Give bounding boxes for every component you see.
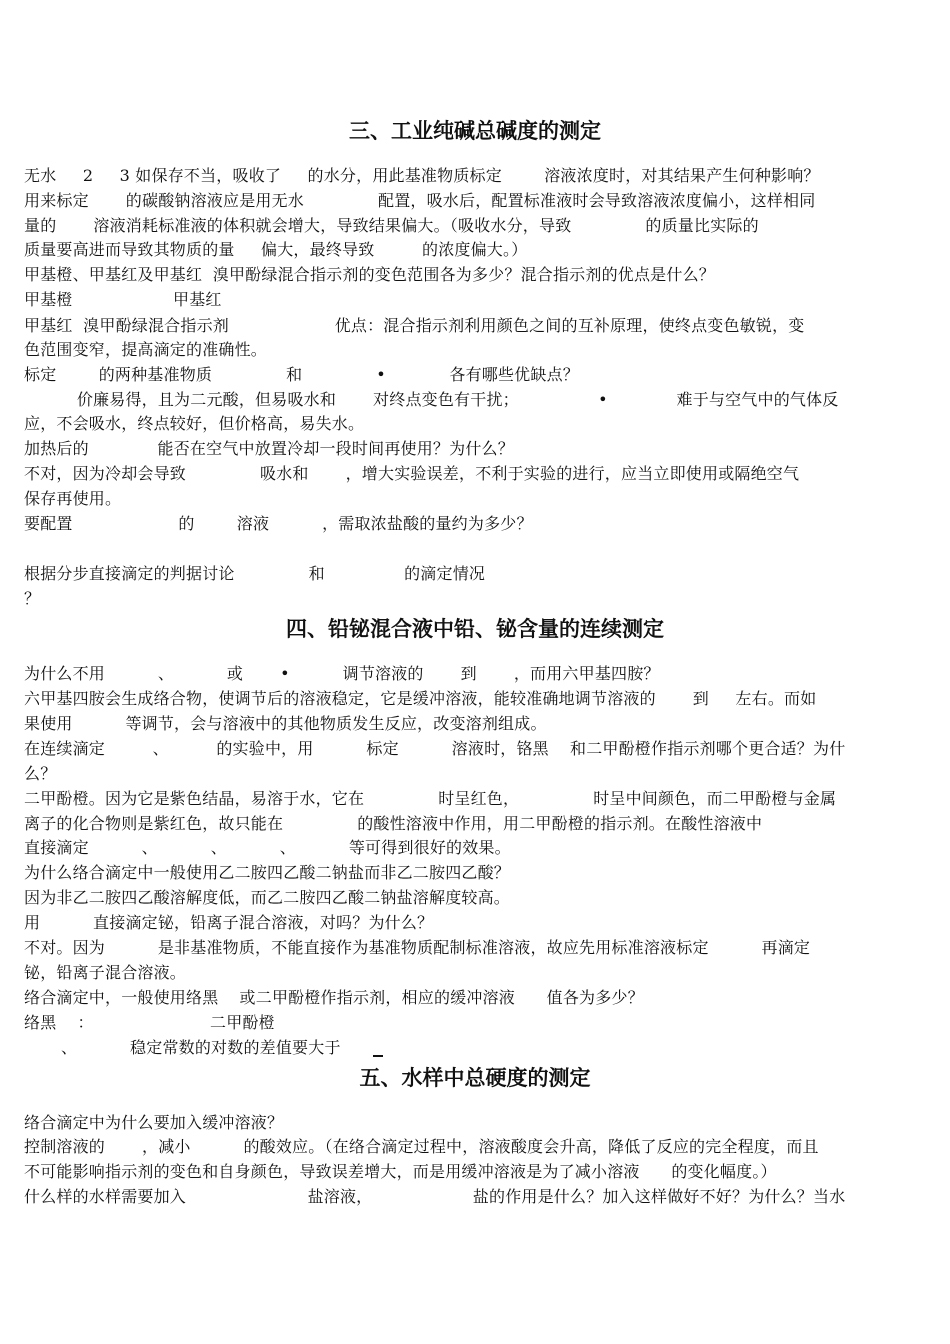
text-line: 标定 的两种基准物质 和 • 各有哪些优缺点？ bbox=[24, 365, 579, 384]
text-line: 络黑 ： 二甲酚橙 bbox=[24, 1013, 275, 1032]
text-line: 六甲基四胺会生成络合物，使调节后的溶液稳定，它是缓冲溶液，能较准确地调节溶液的 到 左右。而如 bbox=[24, 689, 817, 708]
text-line: 质量要高进而导致其物质的量 偏大，最终导致 的浓度偏大。） bbox=[24, 240, 528, 259]
section-title-4: 四、铅铋混合液中铅、铋含量的连续测定 bbox=[286, 617, 664, 641]
text-line: 要配置 的 溶液 ，需取浓盐酸的量约为多少？ bbox=[24, 514, 533, 533]
text-line: 价廉易得，且为二元酸，但易吸水和 对终点变色有干扰； • 难于与空气中的气体反 bbox=[24, 390, 839, 409]
text-line: 色范围变窄，提高滴定的准确性。 bbox=[24, 340, 268, 359]
text-line: 加热后的 能否在空气中放置冷却一段时间再使用？为什么？ bbox=[24, 439, 514, 458]
text-line: 为什么络合滴定中一般使用乙二胺四乙酸二钠盐而非乙二胺四乙酸？ bbox=[24, 863, 511, 882]
text-line: 络合滴定中，一般使用络黑 或二甲酚橙作指示剂，相应的缓冲溶液 值各为多少？ bbox=[24, 988, 644, 1007]
text-line: 为什么不用 、 或 • 调节溶液的 到 ，而用六甲基四胺？ bbox=[24, 664, 660, 683]
text-line: 保存再使用。 bbox=[24, 489, 122, 508]
text-line bbox=[24, 536, 930, 561]
text-line: 控制溶液的 ，减小 的酸效应。（在络合滴定过程中，溶液酸度会升高，降低了反应的完全程度，而且 bbox=[24, 1137, 819, 1156]
text-line: 应，不会吸水，终点较好，但价格高，易失水。 bbox=[24, 414, 365, 433]
text-line: 甲基橙 甲基红 bbox=[24, 290, 222, 309]
text-line: 根据分步直接滴定的判据讨论 和 的滴定情况 bbox=[24, 564, 486, 583]
text-line: 铋，铅离子混合溶液。 bbox=[24, 963, 187, 982]
section-title-5: 五、水样中总硬度的测定 bbox=[359, 1066, 591, 1090]
text-line: 直接滴定 、 、 、 等可得到很好的效果。 bbox=[24, 838, 511, 857]
text-line: 离子的化合物则是紫红色，故只能在 的酸性溶液中作用，用二甲酚橙的指示剂。在酸性溶液中 bbox=[24, 814, 763, 833]
text-line: 在连续滴定 、 的实验中，用 标定 溶液时，铬黑 和二甲酚橙作指示剂哪个更合适？为什 bbox=[24, 739, 846, 758]
text-line: ？ bbox=[24, 589, 41, 608]
text-line: 果使用 等调节，会与溶液中的其他物质发生反应，改变溶剂组成。 bbox=[24, 714, 547, 733]
text-line: 无水 2 3 如保存不当，吸收了 的水分，用此基准物质标定 溶液浓度时，对其结果产生何种影响？ bbox=[24, 166, 820, 185]
text-line: 络合滴定中为什么要加入缓冲溶液？ bbox=[24, 1113, 284, 1132]
text-line: 不对。因为 是非基准物质，不能直接作为基准物质配制标准溶液，故应先用标准溶液标定 再滴定 bbox=[24, 938, 811, 957]
text-line: 么？ bbox=[24, 764, 57, 783]
text-line: 甲基红 溴甲酚绿混合指示剂 优点：混合指示剂利用颜色之间的互补原理，使终点变色敏锐，变 bbox=[24, 316, 805, 335]
text-line: 量的 溶液消耗标准液的体积就会增大，导致结果偏大。（吸收水分，导致 的质量比实际的 bbox=[24, 216, 759, 235]
section-title-3: 三、工业纯碱总碱度的测定 bbox=[349, 119, 601, 143]
text-line: 不对，因为冷却会导致 吸水和 ，增大实验误差，不利于实验的进行，应当立即使用或隔绝空气 bbox=[24, 464, 800, 483]
text-line: 用 直接滴定铋，铅离子混合溶液，对吗？为什么？ bbox=[24, 913, 434, 932]
text-line: 不可能影响指示剂的变色和自身颜色，导致误差增大，而是用缓冲溶液是为了减小溶液 的变化幅度。） bbox=[24, 1162, 777, 1181]
text-line: 什么样的水样需要加入 盐溶液， 盐的作用是什么？加入这样做好不好？为什么？当水 bbox=[24, 1187, 846, 1206]
text-line: 因为非乙二胺四乙酸溶解度低，而乙二胺四乙酸二钠盐溶解度较高。 bbox=[24, 888, 511, 907]
text-line: 、 稳定常数的对数的差值要大于 bbox=[24, 1038, 341, 1057]
text-line: 用来标定 的碳酸钠溶液应是用无水 配置，吸水后，配置标准液时会导致溶液浓度偏小，这样相同 bbox=[24, 191, 816, 210]
text-line: 甲基橙、甲基红及甲基红 溴甲酚绿混合指示剂的变色范围各为多少？混合指示剂的优点是什么？ bbox=[24, 265, 715, 284]
text-cursor bbox=[373, 1055, 383, 1057]
text-line: 二甲酚橙。因为它是紫色结晶，易溶于水，它在 时呈红色， 时呈中间颜色，而二甲酚橙与金属 bbox=[24, 789, 837, 808]
